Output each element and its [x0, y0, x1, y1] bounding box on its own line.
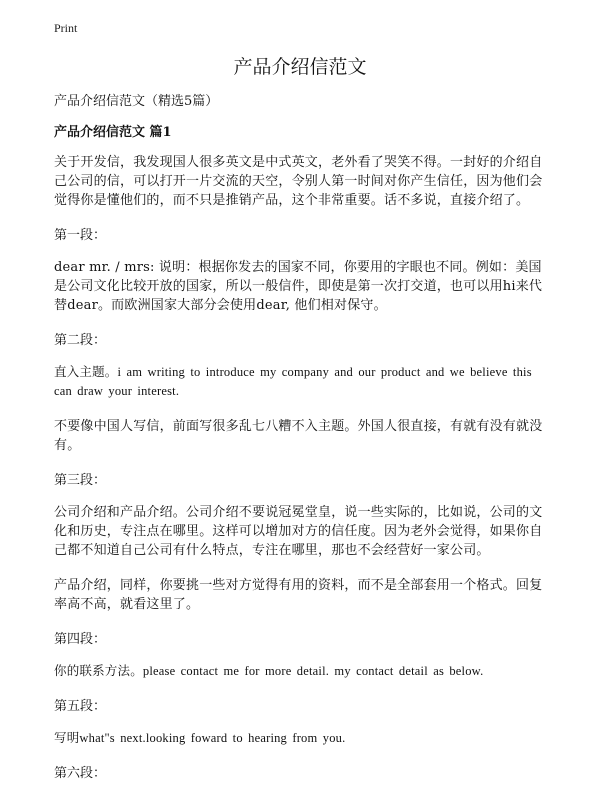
- segment-1-text: dear mr. / mrs: 说明：根据你发去的国家不同，你要用的字眼也不同。例如：美国是公司文化比较开放的国家，所以一般信件，即使是第一次打交道，也可以用hi来代替dear。而欧洲国家大部分会使用dear, 他们相对保守。: [54, 260, 543, 313]
- segment-3-text-b: 产品介绍，同样，你要挑一些对方觉得有用的资料，而不是全部套用一个格式。回复率高不高，就看这里了。: [54, 578, 543, 612]
- segment-4-label: 第四段：: [54, 632, 107, 647]
- segment-4-text: 你的联系方法。please contact me for more detail. my contact detail as below.: [54, 664, 484, 678]
- segment-3-text-a: 公司介绍和产品介绍。公司介绍不要说冠冕堂皇，说一些实际的，比如说，公司的文化和历史，专注点在哪里。这样可以增加对方的信任度。因为老外会觉得，如果你自己都不知道自己公司有什么特点，专注在哪里，那也不会经营好一家公司。: [54, 505, 543, 558]
- page-title: 产品介绍信范文: [233, 56, 367, 78]
- section-heading: 产品介绍信范文 篇1: [54, 125, 172, 140]
- print-link[interactable]: Print: [54, 21, 78, 35]
- segment-1-label: 第一段：: [54, 228, 107, 243]
- segment-2-text-b: 不要像中国人写信，前面写很多乱七八糟不入主题。外国人很直接，有就有没有就没有。: [54, 419, 543, 453]
- segment-2-label: 第二段：: [54, 333, 107, 348]
- segment-5-label: 第五段：: [54, 699, 107, 714]
- segment-2-text-a: 直入主题。i am writing to introduce my company and our product and we believe this can draw your interest.: [54, 365, 532, 398]
- segment-5-text: 写明what"s next.looking foward to hearing from you.: [54, 731, 346, 745]
- document-body: [54, 92, 554, 796]
- document-subtitle: 产品介绍信范文（精选5篇）: [54, 94, 219, 109]
- intro-paragraph: 关于开发信，我发现国人很多英文是中式英文，老外看了哭笑不得。一封好的介绍自己公司的信，可以打开一片交流的天空，令别人第一时间对你产生信任，因为他们会觉得你是懂他们的，而不只是推销产品，这个非常重要。话不多说，直接介绍了。: [54, 155, 543, 208]
- segment-3-label: 第三段：: [54, 473, 107, 488]
- segment-6-label: 第六段：: [54, 766, 107, 781]
